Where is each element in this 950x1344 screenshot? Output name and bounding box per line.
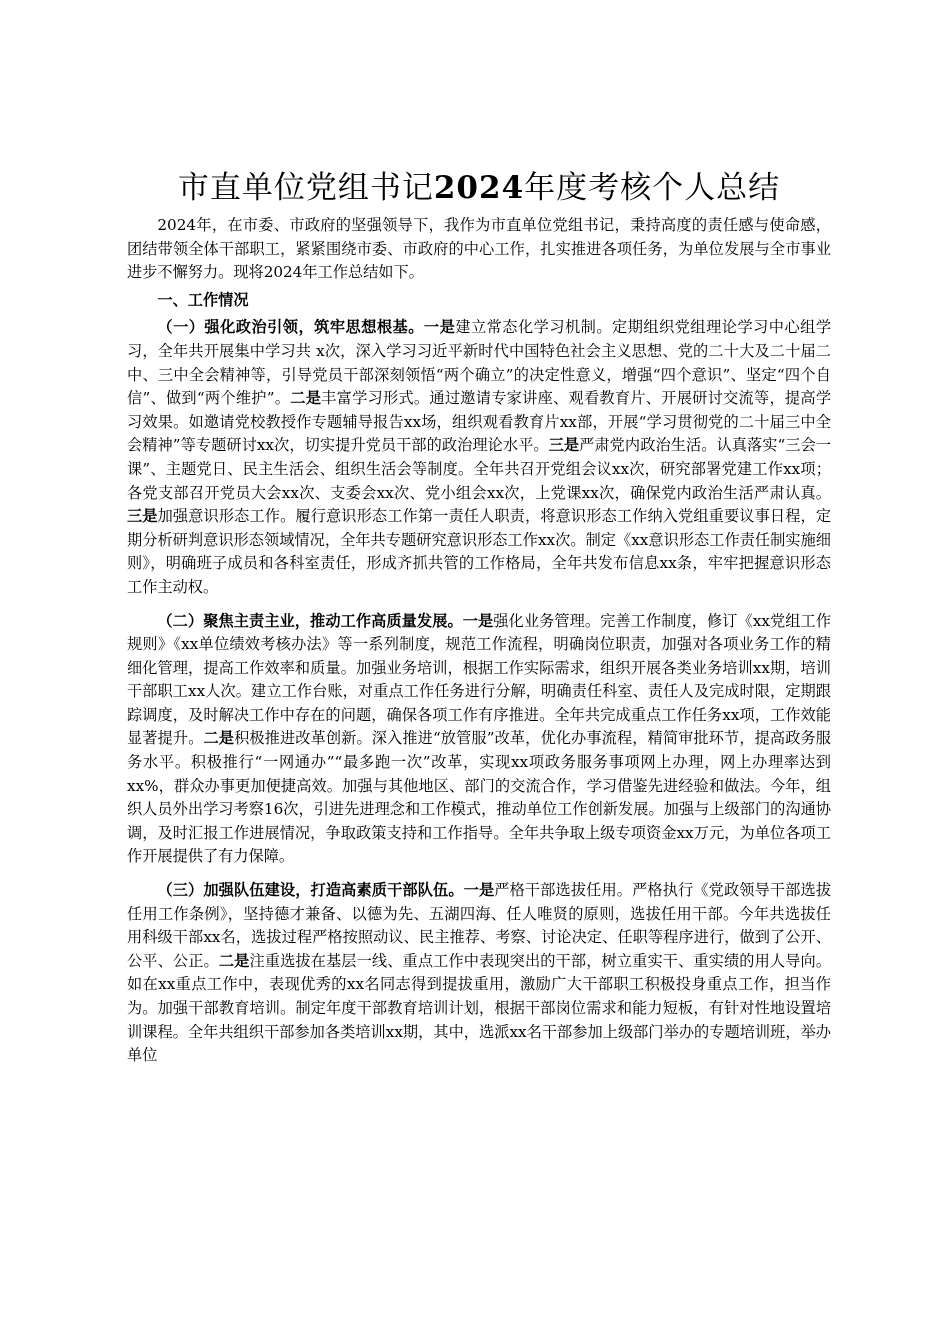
document-page bbox=[127, 168, 831, 1078]
section-lead: （一）强化政治引领，筑牢思想根基。 bbox=[157, 318, 424, 337]
item-text: 加强意识形态工作。履行意识形态工作第一责任人职责，将意识形态工作纳入党组重要议事日程，定期分析研判意识形态领域情况，全年共专题研究意识形态工作xx次。制定《xx意识形态工作责任制实施细则》，明确班子成员和各科室责任，形成齐抓共管的工作格局，全年共发布信息xx条，牢牢把握意识形态工作主动权。 bbox=[127, 507, 832, 596]
section-lead: （二）聚焦主责主业，推动工作高质量发展。 bbox=[157, 611, 463, 630]
document-title bbox=[127, 168, 831, 208]
item-marker: 一是 bbox=[462, 611, 494, 630]
intro-paragraph: 2024年，在市委、市政府的坚强领导下，我作为市直单位党组书记，秉持高度的责任感与使命感，团结带领全体干部职工，紧紧围绕市委、市政府的中心工作，扎实推进各项任务，为单位发展与全市事业进步不懈努力。现将2024年工作总结如下。 bbox=[127, 216, 831, 282]
section-main-business bbox=[127, 610, 831, 870]
section-political-guidance bbox=[127, 316, 831, 599]
section-team-building bbox=[127, 879, 831, 1068]
item-text: 注重选拔在基层一线、重点工作中表现突出的干部，树立重实干、重实绩的用人导向。如在xx重点工作中，表现优秀的xx名同志得到提拔重用，激励广大干部职工积极投身重点工作，担当作为。加强干部教育培训。制定年度干部教育培训计划，根据干部岗位需求和能力短板，有针对性地设置培训课程。全年共组织干部参加各类培训xx期，其中，选派xx名干部参加上级部门举办的专题培训班，举办单位 bbox=[127, 951, 832, 1065]
item-marker: 一是 bbox=[463, 881, 495, 900]
section-lead: （三）加强队伍建设，打造高素质干部队伍。 bbox=[157, 881, 464, 900]
item-text: 积极推进改革创新。深入推进“放管服”改革，优化办事流程，精简审批环节，提高政务服务水平。积极推行“一网通办”“最多跑一次”改革，实现xx项政务服务事项网上办理，网上办理率达到xx%，群众办事更加便捷高效。加强与其他地区、部门的交流合作，学习借鉴先进经验和做法。今年，组织人员外出学习考察16次，引进先进理念和工作模式，推动单位工作创新发展。加强与上级部门的沟通协调，及时汇报工作进展情况，争取政策支持和工作指导。全年共争取上级专项资金xx万元，为单位各项工作开展提供了有力保障。 bbox=[127, 729, 831, 866]
item-marker: 二是 bbox=[218, 951, 250, 970]
item-text: 强化业务管理。完善工作制度，修订《xx党组工作规则》《xx单位绩效考核办法》等一系列制度，规范工作流程，明确岗位职责，加强对各项业务工作的精细化管理，提高工作效率和质量。加强业务培训，根据工作实际需求，组织开展各类业务培训xx期，培训干部职工xx人次。建立工作台账，对重点工作任务进行分解，明确责任科室、责任人及完成时限，定期跟踪调度，及时解决工作中存在的问题，确保各项工作有序推进。全年共完成重点工作任务xx项，工作效能显著提升。 bbox=[127, 611, 832, 748]
item-text: 严肃党内政治生活。认真落实“三会一课”、主题党日、民主生活会、组织生活会等制度。全年共召开党组会议xx次，研究部署党建工作xx项；各党支部召开党员大会xx次、支委会xx次、党小组会xx次，上党课xx次，确保党内政治生活严肃认真。 bbox=[127, 436, 832, 502]
item-text: 建立常态化学习机制。定期组织党组理论学习中心组学习，全年共开展集中学习共 x次，深入学习习近平新时代中国特色社会主义思想、党的二十大及二十届二中、三中全会精神等，引导党员干部深刻领悟“两个确立”的决定性意义，增强“四个意识”、坚定“四个自信”、做到“两个维护”。 bbox=[127, 318, 832, 408]
item-text: 丰富学习形式。通过邀请专家讲座、观看教育片、开展研讨交流等，提高学习效果。如邀请党校教授作专题辅导报告xx场，组织观看教育片xx部，开展“学习贯彻党的二十届三中全会精神”等专题研讨xx次，切实提升党员干部的政治理论水平。 bbox=[127, 389, 832, 455]
item-marker: 三是 bbox=[548, 436, 580, 455]
title-year: 2024 bbox=[433, 170, 525, 206]
item-marker: 一是 bbox=[423, 318, 456, 337]
item-text: 严格干部选拔任用。严格执行《党政领导干部选拔任用工作条例》，坚持德才兼备、以德为先、五湖四海、任人唯贤的原则，选拔任用干部。今年共选拔任用科级干部xx名，选拔过程严格按照动议、民主推荐、考察、讨论决定、任职等程序进行，做到了公开、公平、公正。 bbox=[127, 881, 832, 970]
title-part1: 市直单位党组书记 bbox=[177, 170, 434, 206]
item-marker: 二是 bbox=[290, 389, 322, 408]
item-marker: 二是 bbox=[203, 729, 235, 748]
item-marker: 三是 bbox=[127, 507, 158, 526]
section-heading-work: 一、工作情况 bbox=[157, 290, 249, 309]
title-part2: 年度考核个人总结 bbox=[524, 170, 781, 206]
